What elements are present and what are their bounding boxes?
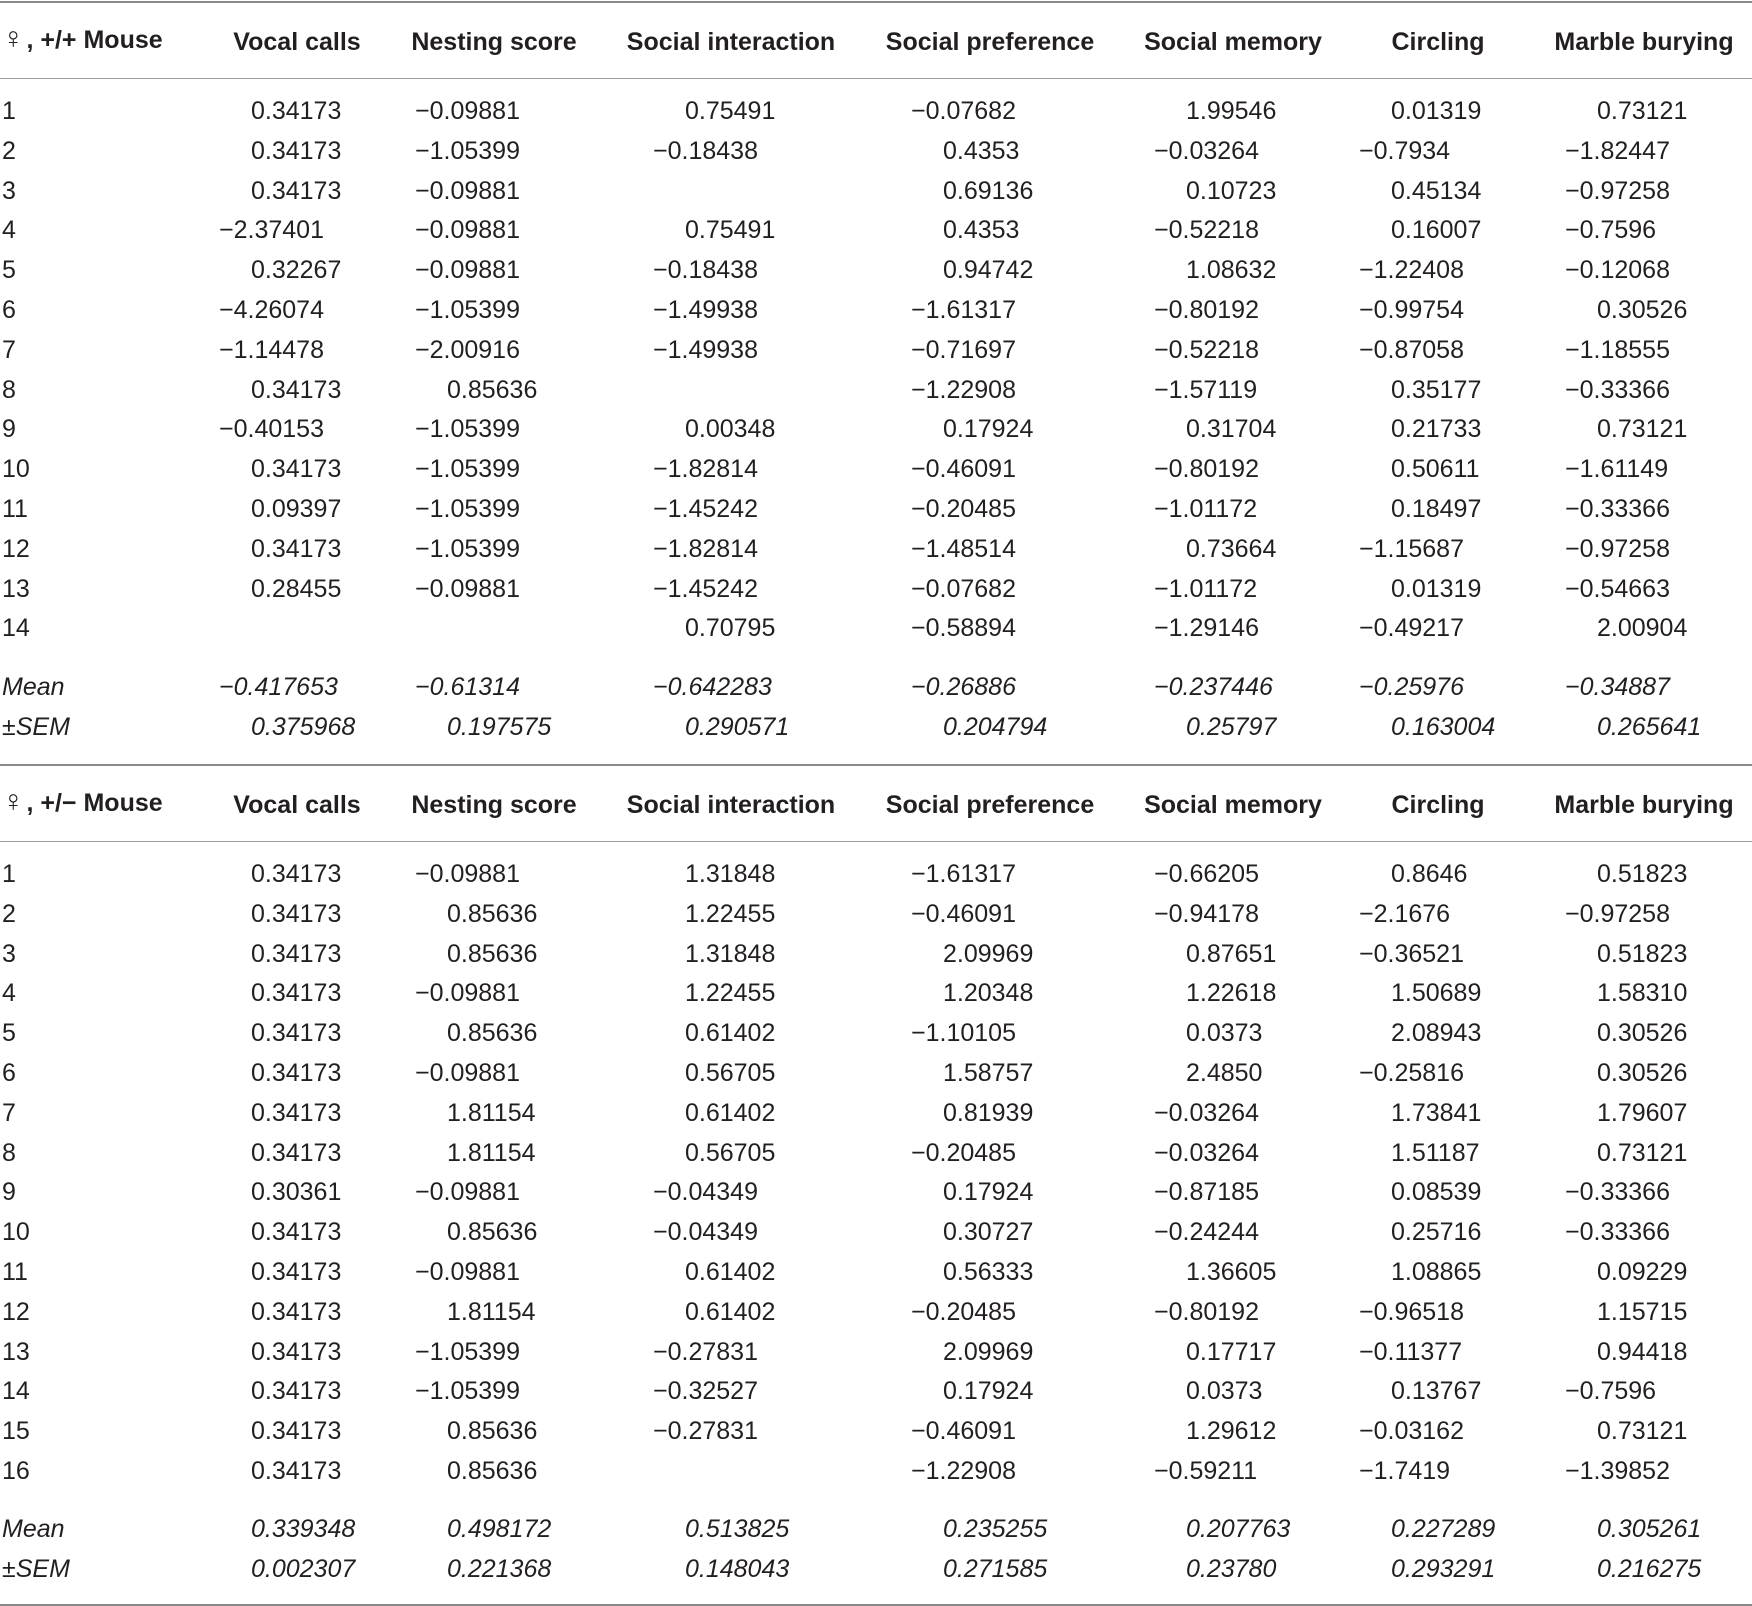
table-cell: −0.80192 (1154, 455, 1259, 484)
row-id: 3 (2, 939, 16, 968)
table-cell: 0.17924 (943, 1178, 1034, 1207)
sem-cell: 0.148043 (685, 1555, 790, 1583)
table-cell: −1.45242 (653, 495, 758, 523)
table-cell: 0.94742 (943, 256, 1034, 285)
table-cell: 0.00348 (685, 415, 776, 444)
column-header: Circling (1391, 28, 1485, 56)
row-id: 16 (2, 1457, 30, 1485)
mean-cell: −0.642283 (653, 673, 772, 701)
mean-cell: 0.305261 (1597, 1515, 1702, 1543)
table-cell: −0.18438 (653, 256, 758, 285)
table-cell: −1.05399 (415, 1377, 520, 1406)
table-cell: −1.05399 (415, 534, 520, 563)
row-id: 10 (2, 455, 30, 484)
table-cell: 0.4353 (943, 136, 1020, 165)
table-cell: −0.09881 (415, 256, 520, 285)
table-cell: 0.0373 (1186, 1377, 1263, 1406)
table-cell: 1.29612 (1186, 1417, 1277, 1446)
table-cell: −0.33366 (1565, 1178, 1670, 1207)
table-cell: 0.34173 (251, 1417, 342, 1446)
section-label (2, 787, 163, 818)
table-cell: 1.81154 (447, 1098, 536, 1127)
row-id: 8 (2, 375, 16, 404)
table-cell: 0.70795 (685, 614, 776, 643)
table-cell: 0.73664 (1186, 534, 1277, 563)
mean-cell: −0.417653 (219, 673, 338, 701)
row-id: 14 (2, 614, 30, 643)
table-cell: 1.50689 (1391, 979, 1482, 1008)
table-cell: 0.28455 (251, 574, 342, 603)
table-cell: 0.8646 (1391, 860, 1468, 888)
column-header: Social interaction (626, 791, 836, 819)
row-id: 6 (2, 1059, 16, 1087)
table-cell: −1.18555 (1565, 335, 1670, 364)
table-cell: 0.34173 (251, 1019, 342, 1048)
table-cell: −1.22408 (1359, 256, 1464, 285)
column-header: Social preference (885, 28, 1095, 56)
table-cell: 1.51187 (1391, 1138, 1480, 1167)
column-header: Nesting score (411, 28, 577, 56)
table-cell: −0.07682 (911, 97, 1016, 125)
sem-cell: 0.25797 (1186, 713, 1277, 741)
mean-cell: 0.339348 (251, 1515, 356, 1543)
table-cell: 1.81154 (447, 1297, 536, 1326)
table-rule (0, 841, 1752, 842)
row-id: 10 (2, 1218, 30, 1247)
table-cell: −0.03264 (1154, 1098, 1259, 1127)
table-cell: 0.10723 (1186, 176, 1277, 205)
table-cell: −0.97258 (1565, 176, 1670, 205)
row-id: 13 (2, 1337, 30, 1366)
table-cell: 0.85636 (447, 1457, 538, 1485)
table-cell: −1.61317 (911, 860, 1016, 888)
table-cell: −0.52218 (1154, 216, 1259, 245)
table-cell: 0.30526 (1597, 296, 1688, 324)
table-cell: 0.85636 (447, 899, 538, 928)
table-cell: −0.09881 (415, 216, 520, 245)
table-cell: 0.75491 (685, 97, 776, 125)
table-cell: 0.73121 (1597, 1138, 1688, 1167)
table-cell: −1.48514 (911, 534, 1016, 563)
table-cell: 0.30526 (1597, 1059, 1688, 1087)
table-cell: −0.07682 (911, 574, 1016, 603)
table-cell: 2.09969 (943, 1337, 1034, 1366)
table-cell: −1.05399 (415, 415, 520, 444)
mean-label: Mean (2, 673, 65, 701)
table-cell: −1.05399 (415, 296, 520, 324)
table-cell: −1.61317 (911, 296, 1016, 324)
table-cell: 0.34173 (251, 375, 342, 404)
table-cell: 0.0373 (1186, 1019, 1263, 1048)
sem-cell: 0.375968 (251, 713, 356, 741)
section-label-text: , +/+ Mouse (26, 26, 163, 54)
table-cell: −0.36521 (1359, 939, 1464, 968)
mean-cell: −0.25976 (1359, 673, 1464, 701)
table-rule (0, 78, 1752, 79)
table-cell: 0.34173 (251, 1098, 342, 1127)
table-cell: 0.56705 (685, 1059, 776, 1087)
table-cell: 0.09397 (251, 495, 342, 523)
section-label (2, 24, 163, 55)
row-id: 9 (2, 1178, 16, 1207)
table-cell: 0.85636 (447, 939, 538, 968)
row-id: 4 (2, 979, 16, 1008)
table-cell: 0.34173 (251, 1377, 342, 1406)
table-cell: 0.69136 (943, 176, 1034, 205)
table-cell: −0.33366 (1565, 495, 1670, 523)
sem-cell: 0.271585 (943, 1555, 1048, 1583)
row-id: 2 (2, 136, 16, 165)
row-id: 1 (2, 97, 16, 125)
table-cell: −0.94178 (1154, 899, 1259, 928)
table-cell: 0.31704 (1186, 415, 1277, 444)
table-cell: −0.97258 (1565, 534, 1670, 563)
table-cell: −1.49938 (653, 335, 758, 364)
table-cell: 0.85636 (447, 1019, 538, 1048)
table-cell: 0.61402 (685, 1098, 776, 1127)
table-cell: 0.75491 (685, 216, 776, 245)
sem-cell: 0.163004 (1391, 713, 1496, 741)
table-cell: −0.46091 (911, 899, 1016, 928)
column-header: Social memory (1144, 791, 1322, 819)
row-id: 11 (2, 495, 28, 523)
table-cell: −0.09881 (415, 574, 520, 603)
table-cell: −1.05399 (415, 495, 520, 523)
table-cell: −0.09881 (415, 176, 520, 205)
table-cell: 0.73121 (1597, 97, 1688, 125)
table-cell: −0.96518 (1359, 1297, 1464, 1326)
table-cell: 0.4353 (943, 216, 1020, 245)
table-cell: 1.58310 (1597, 979, 1688, 1008)
mean-cell: 0.207763 (1186, 1515, 1291, 1543)
table-cell: 0.81939 (943, 1098, 1034, 1127)
table-cell: 1.58757 (943, 1059, 1034, 1087)
table-cell: −0.33366 (1565, 375, 1670, 404)
table-cell: 1.22455 (685, 899, 776, 928)
table-cell: 0.30526 (1597, 1019, 1688, 1048)
sem-cell: 0.293291 (1391, 1555, 1496, 1583)
column-header: Vocal calls (233, 28, 361, 56)
table-cell: −0.7596 (1565, 216, 1657, 245)
mean-cell: 0.235255 (943, 1515, 1048, 1543)
table-cell: −0.59211 (1154, 1457, 1258, 1485)
table-cell: 0.56705 (685, 1138, 776, 1167)
row-id: 3 (2, 176, 16, 205)
table-cell: 1.08865 (1391, 1258, 1482, 1286)
table-cell: −0.27831 (653, 1337, 758, 1366)
table-cell: −0.52218 (1154, 335, 1259, 364)
table-cell: −0.49217 (1359, 614, 1464, 643)
table-cell: 0.13767 (1391, 1377, 1482, 1406)
table-cell: 0.34173 (251, 860, 342, 888)
table-cell: 0.34173 (251, 1138, 342, 1167)
table-cell: 0.34173 (251, 455, 342, 484)
table-cell: −0.25816 (1359, 1059, 1464, 1087)
table-cell: −0.87058 (1359, 335, 1464, 364)
table-cell: 1.22455 (685, 979, 776, 1008)
table-cell: −1.22908 (911, 375, 1016, 404)
column-header: Social preference (885, 791, 1095, 819)
table-cell: 1.36605 (1186, 1258, 1277, 1286)
table-cell: 0.51823 (1597, 939, 1688, 968)
row-id: 12 (2, 534, 30, 563)
table-cell: 0.34173 (251, 899, 342, 928)
table-cell: 0.18497 (1391, 495, 1482, 523)
mean-cell: −0.34887 (1565, 673, 1670, 701)
table-cell: 0.50611 (1391, 455, 1480, 484)
column-header: Social memory (1144, 28, 1322, 56)
table-cell: −1.05399 (415, 1337, 520, 1366)
column-header: Marble burying (1554, 28, 1734, 56)
table-cell: 1.15715 (1597, 1297, 1688, 1326)
table-cell: 0.51823 (1597, 860, 1688, 888)
table-cell: 0.85636 (447, 1218, 538, 1247)
table-cell: −1.61149 (1565, 455, 1669, 484)
row-id: 2 (2, 899, 16, 928)
table-cell: −2.37401 (219, 216, 324, 245)
table-cell: 0.25716 (1391, 1218, 1482, 1247)
column-header: Marble burying (1554, 791, 1734, 819)
table-cell: 1.79607 (1597, 1098, 1688, 1127)
table-cell: −1.45242 (653, 574, 758, 603)
table-cell: 0.34173 (251, 176, 342, 205)
table-cell: 0.21733 (1391, 415, 1482, 444)
table-cell: 0.61402 (685, 1297, 776, 1326)
column-header: Circling (1391, 791, 1485, 819)
column-header: Social interaction (626, 28, 836, 56)
table-cell: −0.04349 (653, 1178, 758, 1207)
column-header: Vocal calls (233, 791, 361, 819)
table-cell: 0.17924 (943, 1377, 1034, 1406)
table-cell: −0.54663 (1565, 574, 1670, 603)
table-cell: 0.09229 (1597, 1258, 1688, 1286)
table-cell: −0.03264 (1154, 1138, 1259, 1167)
table-cell: −1.82814 (653, 455, 758, 484)
column-header: Nesting score (411, 791, 577, 819)
mean-cell: −0.61314 (415, 673, 520, 701)
table-cell: −0.7596 (1565, 1377, 1657, 1406)
table-cell: −0.97258 (1565, 899, 1670, 928)
row-id: 6 (2, 296, 16, 324)
row-id: 8 (2, 1138, 16, 1167)
female-symbol-icon: ♀ (2, 22, 25, 55)
table-cell: 0.73121 (1597, 415, 1688, 444)
table-cell: 1.81154 (447, 1138, 536, 1167)
table-cell: 0.34173 (251, 136, 342, 165)
table-cell: 0.32267 (251, 256, 342, 285)
table-cell: −0.11377 (1359, 1337, 1463, 1366)
sem-cell: 0.002307 (251, 1555, 356, 1583)
row-id: 9 (2, 415, 16, 444)
table-cell: −0.09881 (415, 1059, 520, 1087)
table-cell: −1.14478 (219, 335, 324, 364)
table-cell: 1.31848 (685, 860, 776, 888)
table-cell: 2.00904 (1597, 614, 1688, 643)
table-cell: −1.7419 (1359, 1457, 1451, 1485)
table-cell: 0.34173 (251, 1297, 342, 1326)
sem-cell: 0.204794 (943, 713, 1048, 741)
table-cell: 0.01319 (1391, 574, 1482, 603)
table-cell: 0.30361 (251, 1178, 342, 1207)
table-cell: −0.12068 (1565, 256, 1670, 285)
row-id: 11 (2, 1258, 28, 1286)
table-cell: 0.16007 (1391, 216, 1482, 245)
table-cell: 0.34173 (251, 979, 342, 1008)
table-cell: 0.73121 (1597, 1417, 1688, 1446)
table-cell: −0.27831 (653, 1417, 758, 1446)
table-cell: 2.4850 (1186, 1059, 1263, 1087)
table-cell: 0.01319 (1391, 97, 1482, 125)
table-cell: −0.40153 (219, 415, 324, 444)
table-cell: 0.34173 (251, 1059, 342, 1087)
table-cell: −0.09881 (415, 97, 520, 125)
row-id: 1 (2, 860, 16, 888)
row-id: 14 (2, 1377, 30, 1406)
table-cell: 0.08539 (1391, 1178, 1482, 1207)
row-id: 12 (2, 1297, 30, 1326)
mean-label: Mean (2, 1515, 65, 1543)
table-rule (0, 1, 1752, 3)
row-id: 13 (2, 574, 30, 603)
table-cell: 0.56333 (943, 1258, 1034, 1286)
table-cell: −0.20485 (911, 1138, 1016, 1167)
table-cell: −0.71697 (911, 335, 1016, 364)
table-cell: −1.82814 (653, 534, 758, 563)
sem-cell: 0.265641 (1597, 713, 1702, 741)
table-cell: 1.31848 (685, 939, 776, 968)
table-cell: −1.05399 (415, 455, 520, 484)
table-cell: −0.03162 (1359, 1417, 1464, 1446)
table-cell: −1.15687 (1359, 534, 1464, 563)
table-cell: 0.85636 (447, 375, 538, 404)
table-cell: 0.34173 (251, 939, 342, 968)
table-cell: 0.30727 (943, 1218, 1034, 1247)
table-cell: −1.22908 (911, 1457, 1016, 1485)
table-cell: −0.33366 (1565, 1218, 1670, 1247)
table-cell: −0.99754 (1359, 296, 1464, 324)
table-cell: −1.01172 (1154, 495, 1258, 523)
table-cell: −4.26074 (219, 296, 324, 324)
table-cell: 2.09969 (943, 939, 1034, 968)
table-cell: 0.34173 (251, 1218, 342, 1247)
table-cell: 0.94418 (1597, 1337, 1688, 1366)
table-cell: −0.03264 (1154, 136, 1259, 165)
table-cell: −0.32527 (653, 1377, 758, 1406)
mean-cell: 0.227289 (1391, 1515, 1496, 1543)
mean-cell: 0.513825 (685, 1515, 790, 1543)
table-cell: −0.18438 (653, 136, 758, 165)
table-cell: −1.57119 (1154, 375, 1258, 404)
table-cell: 1.73841 (1391, 1098, 1482, 1127)
table-cell: −0.09881 (415, 1178, 520, 1207)
table-cell: −0.58894 (911, 614, 1016, 643)
table-cell: 1.22618 (1186, 979, 1277, 1008)
sem-cell: 0.23780 (1186, 1555, 1277, 1583)
table-cell: −0.66205 (1154, 860, 1259, 888)
table-cell: −0.46091 (911, 455, 1016, 484)
table-cell: −1.39852 (1565, 1457, 1670, 1485)
table-cell: −0.09881 (415, 1258, 520, 1286)
table-cell: 0.34173 (251, 1337, 342, 1366)
mean-cell: −0.26886 (911, 673, 1016, 701)
row-id: 4 (2, 216, 16, 245)
table-cell: −0.24244 (1154, 1218, 1259, 1247)
table-cell: 0.34173 (251, 97, 342, 125)
table-cell: 0.85636 (447, 1417, 538, 1446)
table-cell: 1.99546 (1186, 97, 1277, 125)
row-id: 5 (2, 1019, 16, 1048)
table-cell: 2.08943 (1391, 1019, 1482, 1048)
table-cell: 0.87651 (1186, 939, 1277, 968)
table-cell: −1.49938 (653, 296, 758, 324)
table-cell: 0.34173 (251, 534, 342, 563)
table-rule (0, 764, 1752, 766)
table-cell: 0.45134 (1391, 176, 1482, 205)
table-cell: −1.29146 (1154, 614, 1259, 643)
table-cell: −1.05399 (415, 136, 520, 165)
table-cell: −0.04349 (653, 1218, 758, 1247)
table-cell: 0.34173 (251, 1457, 342, 1485)
table-cell: 1.08632 (1186, 256, 1277, 285)
table-cell: −0.09881 (415, 860, 520, 888)
table-cell: −0.87185 (1154, 1178, 1259, 1207)
table-cell: −0.80192 (1154, 1297, 1259, 1326)
female-symbol-icon: ♀ (2, 785, 25, 818)
table-cell: −1.01172 (1154, 574, 1258, 603)
sem-cell: 0.290571 (685, 713, 790, 741)
table-cell: 0.17924 (943, 415, 1034, 444)
row-id: 7 (2, 1098, 16, 1127)
table-cell: −0.20485 (911, 1297, 1016, 1326)
table-cell: −0.20485 (911, 495, 1016, 523)
row-id: 7 (2, 335, 16, 364)
row-id: 5 (2, 256, 16, 285)
sem-cell: 0.197575 (447, 713, 552, 741)
table-cell: −0.46091 (911, 1417, 1016, 1446)
mean-cell: 0.498172 (447, 1515, 552, 1543)
table-cell: −0.80192 (1154, 296, 1259, 324)
sem-cell: 0.216275 (1597, 1555, 1702, 1583)
section-label-text: , +/− Mouse (26, 789, 163, 817)
table-cell: 0.61402 (685, 1019, 776, 1048)
table-cell: −0.09881 (415, 979, 520, 1008)
table-cell: −1.82447 (1565, 136, 1670, 165)
row-id: 15 (2, 1417, 30, 1446)
table-cell: 0.34173 (251, 1258, 342, 1286)
table-cell: −0.7934 (1359, 136, 1451, 165)
sem-label: ±SEM (2, 713, 70, 741)
sem-cell: 0.221368 (447, 1555, 552, 1583)
table-cell: 0.35177 (1391, 375, 1482, 404)
table-cell: 1.20348 (943, 979, 1034, 1008)
table-cell: −2.1676 (1359, 899, 1451, 928)
table-cell: −2.00916 (415, 335, 520, 364)
table-cell: 0.61402 (685, 1258, 776, 1286)
table-cell: 0.17717 (1186, 1337, 1277, 1366)
mean-cell: −0.237446 (1154, 673, 1273, 701)
sem-label: ±SEM (2, 1555, 70, 1583)
table-cell: −1.10105 (911, 1019, 1016, 1048)
